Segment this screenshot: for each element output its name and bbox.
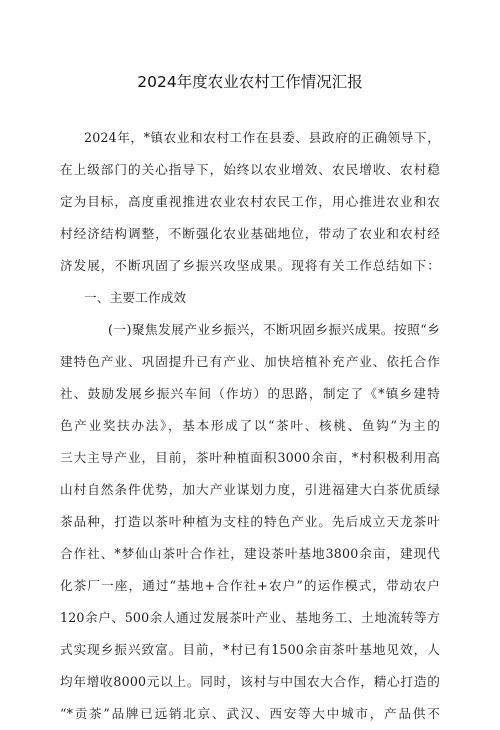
subsection-line-12: 均年增收8000元以上。同时，该村与中国农大合作，精心打造的 [60, 674, 440, 689]
intro-line-4: 村经济结构调整，不断强化农业基础地位，带动了农业和农村经 [60, 226, 440, 241]
subsection-line-13: “*贡茶”品牌已远销北京、武汉、西安等大中城市，产品供不 [60, 706, 440, 721]
subsection-line-3: 社、鼓励发展乡振兴车间（作坊）的思路，制定了《*镇乡建特 [60, 386, 440, 401]
intro-line-2: 在上级部门的关心指导下，始终以农业增效、农民增收、农村稳 [60, 162, 440, 177]
intro-line-3: 定为目标，高度重视推进农业农村农民工作，用心推进农业和农 [60, 194, 440, 209]
subsection-line-5: 三大主导产业，目前，茶叶种植面积3000余亩，*村积极利用高 [60, 450, 440, 465]
subsection-line-11: 式实现乡振兴致富。目前，*村已有1500余亩茶叶基地见效，人 [60, 642, 440, 657]
intro-line-5: 济发展，不断巩固了乡振兴攻坚成果。现将有关工作总结如下： [60, 258, 440, 273]
subsection-line-8: 合作社、*梦仙山茶叶合作社，建设茶叶基地3800余亩，建现代 [60, 546, 440, 561]
subsection-line-2: 建特色产业、巩固提升已有产业、加快培植补充产业、依托合作 [60, 354, 440, 369]
subsection-line-7: 茶品种，打造以茶叶种植为支柱的特色产业。先后成立天龙茶叶 [60, 514, 440, 529]
subsection-line-9: 化茶厂一座，通过“基地+合作社+农户”的运作模式，带动农户 [60, 578, 440, 593]
document-title: 2024年度农业农村工作情况汇报 [137, 73, 363, 91]
intro-line-1: 2024年，*镇农业和农村工作在县委、县政府的正确领导下， [84, 130, 440, 145]
subsection-line-6: 山村自然条件优势，加大产业谋划力度，引进福建大白茶优质绿 [60, 482, 440, 497]
subsection-line-1: (一)聚焦发展产业乡振兴，不断巩固乡振兴成果。按照“乡 [108, 322, 440, 337]
section-heading: 一、主要工作成效 [84, 290, 187, 305]
subsection-line-4: 色产业奖扶办法》，基本形成了以“茶叶、核桃、鱼钩”为主的 [60, 418, 440, 433]
subsection-line-10: 120余户、500余人通过发展茶叶产业、基地务工、土地流转等方 [60, 610, 440, 625]
